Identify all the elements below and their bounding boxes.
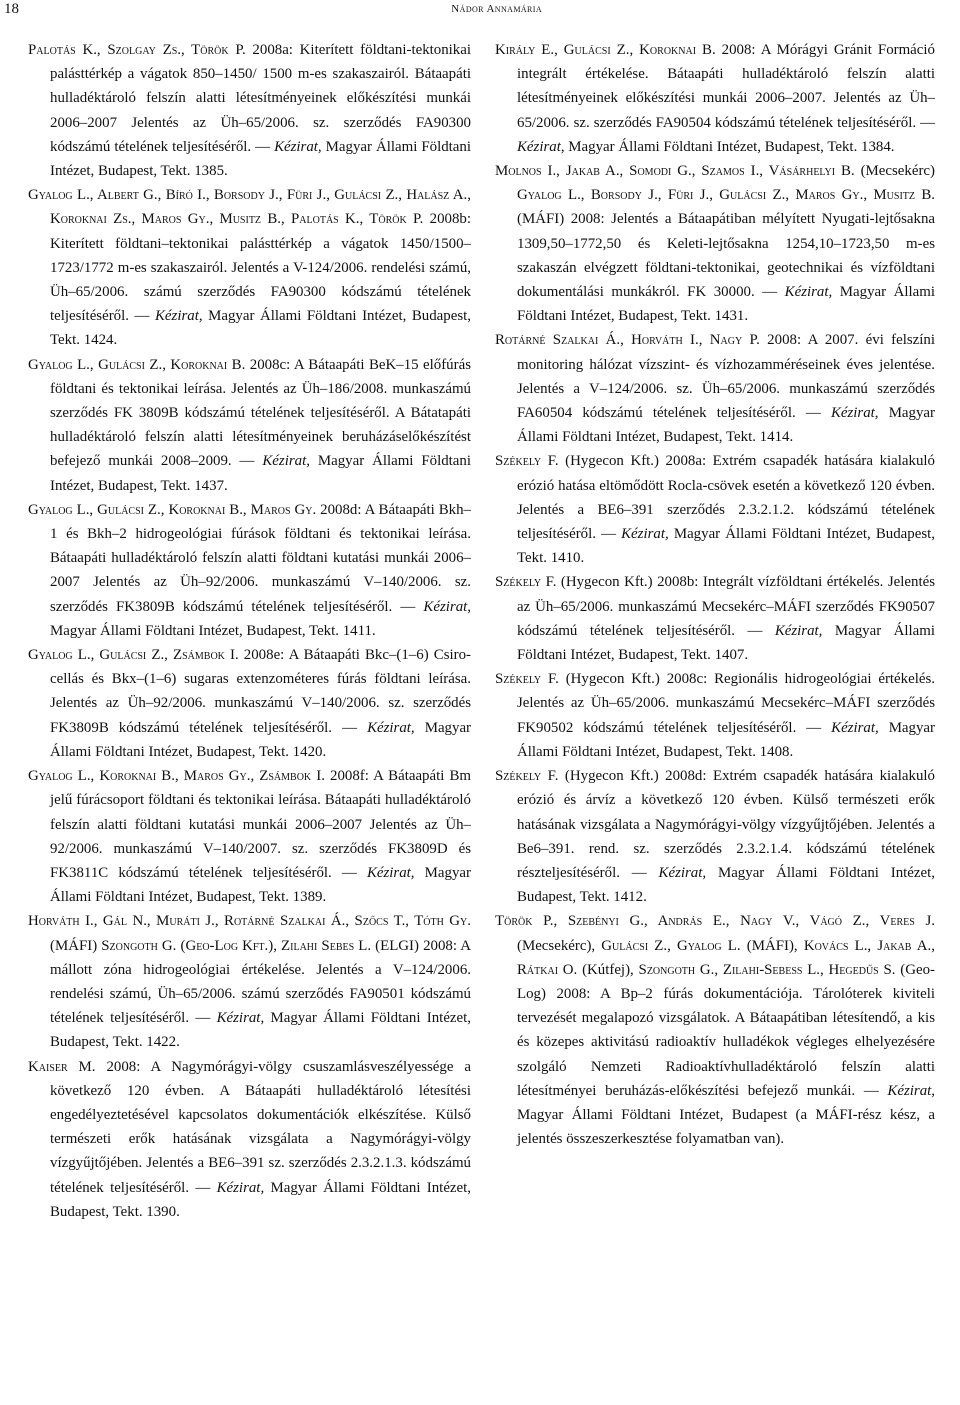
reference-body: (Geo-Log) 2008: A Bp–2 fúrás dokumentációja. Tárolóterek kiviteli tervezését megalapozó vizsgálatok. A Bátaapátiban létesítendő, a kis és közepes aktivitású radioaktív hulladékok végleges elhelyezésére szolgáló Nemzeti Radioaktívhulladéktároló felszín alatti létesítményei beruházás-előkészítési befejező munkái. — (517, 961, 936, 1099)
reference-body: 2008: A Mórágyi Gránit Formáció integrált értékelése. Bátaapáti hulladéktároló felszín alatti létesítményeinek előkészítési munkái 2006–2007. Jelentés az Üh–65/2006. sz. szerződés FA90504 kódszámú tételének teljesítéséről. — (517, 42, 935, 131)
reference-authors: Molnos I., Jakab A., Somodi G., Szamos I., Vásárhelyi B. (495, 163, 855, 180)
page-number: 18 (4, 1, 19, 17)
reference-entry (28, 498, 471, 643)
reference-body: Magyar Állami Földtani Intézet, Budapest, Tekt. 1389. (50, 864, 471, 906)
reference-body: (MÁFI) 2008: Jelentés a Bátaapátiban mélyített Nyugati-lejtősakna 1309,50–1772,50 és Keleti-lejtősakna 1254,10–1723,50 m-es szakaszán elvégzett földtani-tektonikai, geotechnikai és vízföldtani dokumentálási munkákról. FK 30000. — (517, 211, 935, 301)
reference-entry (28, 764, 471, 909)
reference-authors: Király E., Gulácsi Z., Koroknai B. (495, 42, 716, 58)
reference-authors: Gyalog L., Gulácsi Z., Koroknai B. (28, 356, 246, 373)
reference-manuscript-note: Kézirat, (831, 719, 879, 736)
reference-body: Magyar Állami Földtani Intézet, Budapest, Tekt. 1422. (50, 1010, 472, 1051)
reference-body: Magyar Állami Földtani Intézet, Budapest, Tekt. 1390. (50, 1179, 472, 1220)
reference-entry (28, 353, 471, 498)
reference-body: Magyar Állami Földtani Intézet, Budapest, Tekt. 1437. (50, 453, 471, 494)
reference-manuscript-note: Kézirat, (366, 864, 415, 881)
reference-authors: Székely F. (495, 453, 559, 470)
reference-body: 2008a: Kiterített földtani-tektonikai palásttérkép a vágatok 850–1450/ 1500 m-es szakaszairól. Bátaapáti hulladéktároló felszín alatti létesítményeinek előkészítési munkái 2006–2007 Jelentés az Üh–65/2006. sz. szerződés FA90300 kódszámú tételének teljesítéséről. — (50, 42, 471, 155)
reference-entry (28, 183, 471, 352)
reference-manuscript-note: Kézirat, (423, 598, 471, 615)
reference-manuscript-note: Kézirat, (216, 1179, 265, 1196)
reference-body: 2008b: Kiterített földtani–tektonikai palásttérkép a vágatok 1450/1500–1723/1772 m-es szakaszairól. Jelentés a V-124/2006. rendelési számú, Üh–65/2006. számú szerződés FA90300 kódszámú tételének teljesítéséről. — (50, 211, 471, 325)
reference-authors: Gyalog L., Gulácsi Z., Zsámbok I. (28, 647, 239, 664)
reference-manuscript-note: Kézirat, (621, 526, 669, 543)
reference-body: Magyar Állami Földtani Intézet, Budapest, Tekt. 1384. (564, 138, 895, 155)
reference-manuscript-note: Kézirat, (830, 405, 879, 422)
reference-authors: Székely F. (495, 768, 559, 785)
reference-body: 2008d: A Bátaapáti Bkh–1 és Bkh–2 hidrogeológiai fúrások földtani és tektonikai leírása. Bátaapáti hulladéktároló felszín alatti földtani kutatási munkái 2006–2007 Jelentés az Üh–92/2006. munkaszámú V–140/2006. sz. szerződés FK3809B kódszámú tételének teljesítéséről. — (50, 501, 472, 615)
reference-entry (495, 909, 935, 1151)
reference-body: Magyar Állami Földtani Intézet, Budapest, Tekt. 1408. (517, 719, 936, 760)
reference-body: Magyar Állami Földtani Intézet, Budapest, Tekt. 1410. (517, 526, 935, 567)
reference-entry (28, 1055, 471, 1224)
reference-authors: Gyalog L., Albert G., Bíró I., Borsody J., Füri J., Gulácsi Z., Halász A., Koroknai Zs., Maros Gy., Musitz B., Palotás K., Török P. (28, 187, 471, 228)
reference-body: (Hygecon Kft.) 2008a: Extrém csapadék hatására kialakuló erózió hatása eltömődött Rocla-csövek esetén a következő 120 évben. Jelentés a BE6–391 szerződés 2.3.2.1.2. kódszámú tételének teljesítéséről. — (517, 453, 935, 543)
reference-entry (495, 328, 935, 449)
reference-body: 2008e: A Bátaapáti Bkc–(1–6) Csiro-cellás és Bkx–(1–6) sugaras extenzométeres fúrás földtani leírása. Jelentés az Üh–92/2006. munkaszámú V–140/2006. sz. szerződés FK3809B kódszámú tételének teljesítéséről. — (50, 647, 471, 736)
reference-body: 2008c: A Bátaapáti BeK–15 előfúrás földtani és tektonikai leírása. Jelentés az Üh–186/2008. munkaszámú szerződés FK 3809B kódszámú tételének teljesítéséről. A Bátatapáti hulladéktároló felszín alatti létesítményeinek beruházáselőkészítést befejező munkái 2008–2009. — (50, 356, 471, 470)
reference-authors: Kaiser M. (28, 1058, 96, 1075)
reference-body: (Hygecon Kft.) 2008c: Regionális hidrogeológiai értékelés. Jelentés az Üh–65/2006. munkaszámú Mecsekérc–MÁFI szerződés FK90502 kódszámú tételének teljesítéséről. — (517, 671, 935, 736)
reference-manuscript-note: Kézirat, (784, 284, 833, 301)
reference-manuscript-note: Kézirat, (774, 622, 823, 639)
reference-entry (495, 38, 935, 159)
reference-body: Magyar Állami Földtani Intézet, Budapest, Tekt. 1407. (517, 622, 935, 664)
references-right-column (495, 38, 935, 1151)
reference-body: Magyar Állami Földtani Intézet, Budapest (a MÁFI-rész kész, a jelentés összeszerkesztése folyamatban van). (517, 1106, 935, 1148)
reference-body: Magyar Állami Földtani Intézet, Budapest, Tekt. 1420. (50, 719, 472, 760)
reference-entry (495, 667, 935, 764)
reference-body: (Hygecon Kft.) 2008d: Extrém csapadék hatására kialakuló erózió és árvíz a következő 120 évben. Külső természeti erők hatásának vizsgálata a Nagymórágyi-völgy vízgyűjtőjében. Jelentés a Be6–391. rend. sz. szerződés 2.3.2.1.4. kódszámú tételének részteljesítéséről. — (517, 768, 935, 881)
reference-authors: Kovács L., Jakab A., Rátkai O. (517, 937, 935, 978)
reference-manuscript-note: Kézirat, (262, 453, 310, 470)
reference-body: Magyar Állami Földtani Intézet, Budapest, Tekt. 1385. (50, 138, 471, 180)
reference-entry (495, 764, 935, 909)
reference-manuscript-note: Kézirat, (274, 138, 322, 155)
reference-authors: Gyalog L., Koroknai B., Maros Gy., Zsámbok I. (28, 768, 325, 785)
reference-body: Magyar Állami Földtani Intézet, Budapest, Tekt. 1411. (50, 622, 376, 639)
reference-entry (28, 643, 471, 764)
reference-entry (28, 909, 471, 1054)
reference-authors: Rotárné Szalkai Á., Horváth I., Nagy P. (495, 332, 760, 349)
reference-manuscript-note: Kézirat, (517, 138, 565, 155)
reference-entry (495, 449, 935, 570)
reference-body: (Kútfej), (577, 961, 639, 978)
reference-body: (Mecsekérc) (854, 163, 935, 180)
reference-body: 2008f: A Bátaapáti Bm jelű fúrácsoport földtani és tektonikai leírása. Bátaapáti hulladéktároló felszín alatti földtani kutatási munkái 2006–2007 Jelentés az Üh–92/2006. munkaszámú V–140/2007. sz. szerződés FK3809D és FK3811C kódszámú tételének teljesítéséről. — (50, 768, 471, 881)
references-left-column (28, 38, 471, 1224)
reference-body: (Hygecon Kft.) 2008b: Integrált vízföldtani értékelés. Jelentés az Üh–65/2006. munkaszámú Mecsekérc–MÁFI szerződés FK90507 kódszámú tételének teljesítéséről. — (517, 574, 935, 639)
reference-manuscript-note: Kézirat, (216, 1010, 265, 1027)
reference-authors: Székely F. (495, 671, 559, 688)
reference-body: Magyar Állami Földtani Intézet, Budapest, Tekt. 1414. (517, 405, 935, 446)
reference-authors: Székely F. (495, 574, 557, 591)
reference-manuscript-note: Kézirat, (658, 864, 707, 881)
reference-authors: Palotás K., Szolgay Zs., Török P. (28, 42, 246, 58)
reference-body: 2008: A Nagymórágyi-völgy csuszamlásveszélyessége a következő 120 évben. A Bátaapáti hulladéktároló létesítési engedélyeztetésével kapcsolatos dokumentációk elkészítése. Külső természeti erők hatásának vizsgálata a Nagymórágyi-völgy vízgyűjtőjében. Jelentés a BE6–391 sz. szerződés 2.3.2.1.3. kódszámú tételének teljesítéséről. — (50, 1058, 471, 1196)
reference-body: (MÁFI), (740, 937, 804, 954)
reference-authors: Gyalog L., Gulácsi Z., Koroknai B., Maros Gy. (28, 501, 317, 518)
reference-authors: Horváth I., Gál N., Muráti J., Rotárné Szalkai Á., Szőcs T., Tóth Gy. (MÁFI) Szongoth G. (Geo-Log Kft.), Zilahi Sebes L. (ELGI) (28, 913, 471, 954)
reference-body: Magyar Állami Földtani Intézet, Budapest, Tekt. 1412. (517, 864, 935, 906)
reference-authors: Gyalog L., Borsody J., Füri J., Gulácsi Z., Maros Gy., Musitz B. (517, 187, 935, 204)
reference-entry (28, 38, 471, 183)
reference-authors: Török P., Szebényi G., András E., Nagy V., Vágó Z., Veres J. (495, 913, 935, 930)
reference-manuscript-note: Kézirat, (887, 1082, 935, 1099)
reference-entry (495, 570, 935, 667)
page-header (0, 0, 960, 24)
reference-manuscript-note: Kézirat, (154, 308, 203, 325)
reference-body: (Mecsekérc), (517, 937, 602, 954)
reference-body: 2008: A 2007. évi felszíni monitoring hálózat vízszint- és vízhozamméréseinek éves jelentése. Jelentés a V–124/2006. sz. Üh–65/2006. munkaszámú szerződés FA60504 kódszámú tételének teljesítéséről. — (517, 332, 935, 422)
reference-body: Magyar Állami Földtani Intézet, Budapest, Tekt. 1431. (517, 284, 935, 325)
reference-authors: Szongoth G., Zilahi-Sebess L., Hegedűs S. (638, 961, 896, 978)
reference-body: Magyar Állami Földtani Intézet, Budapest, Tekt. 1424. (50, 308, 471, 349)
reference-authors: Gulácsi Z., Gyalog L. (601, 937, 741, 954)
running-head: Nádor Annamária (451, 3, 542, 15)
reference-entry (495, 159, 935, 328)
reference-body: 2008: A mállott zóna hidrogeológiai értékelése. Jelentés a V–124/2006. rendelési számú, Üh–65/2006. számú szerződés FA90501 kódszámú tételének teljesítéséről. — (50, 937, 472, 1027)
reference-manuscript-note: Kézirat, (367, 719, 415, 736)
